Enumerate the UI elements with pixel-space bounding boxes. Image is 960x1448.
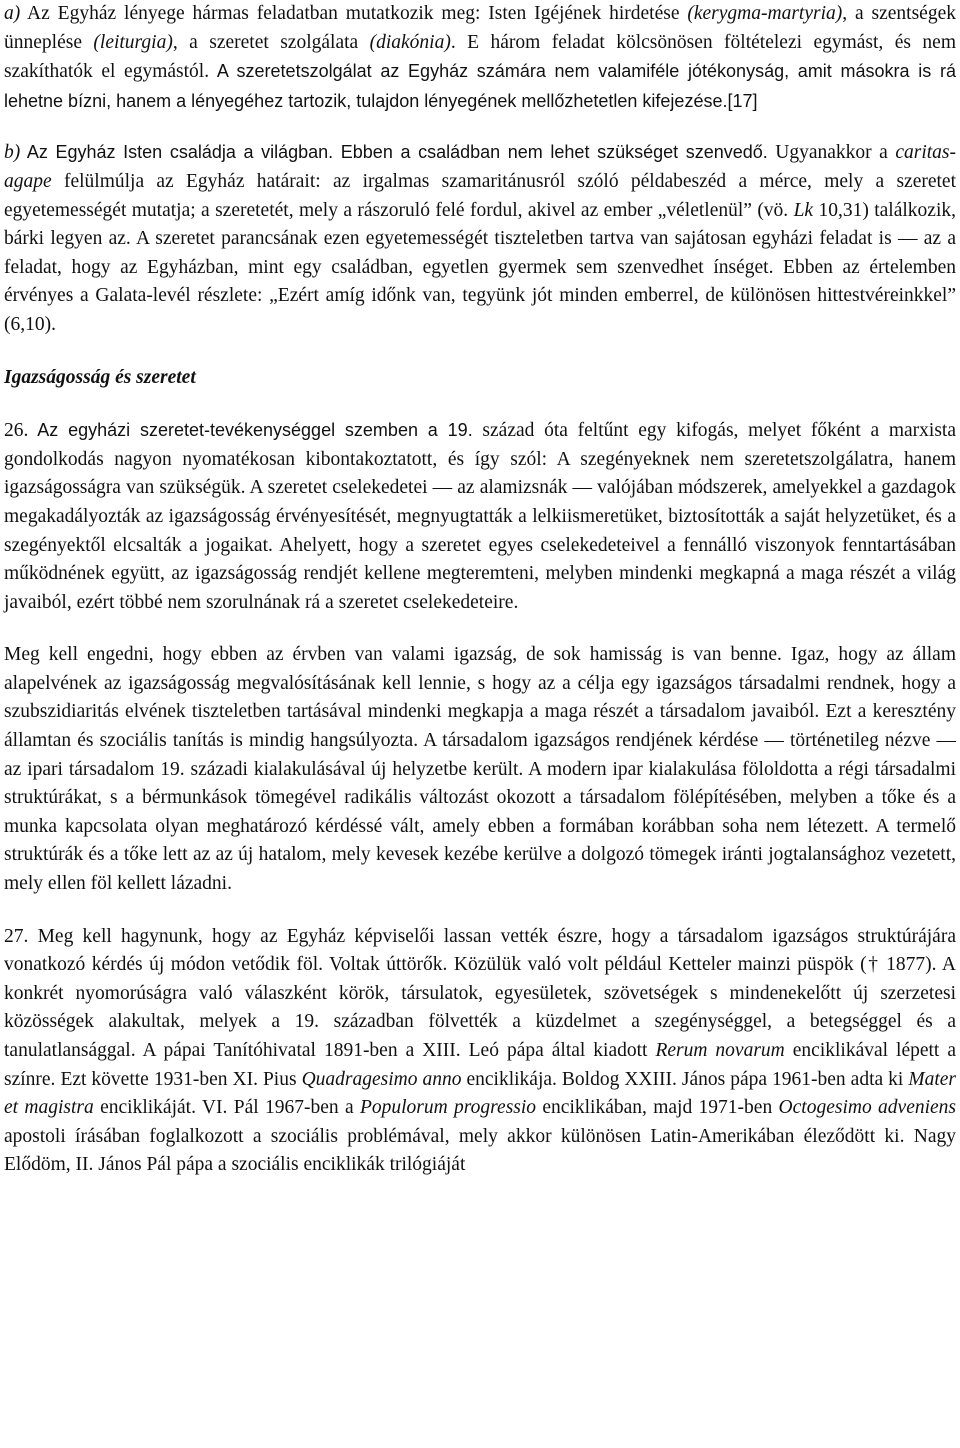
spacer [4, 617, 956, 641]
text-sans: Az Egyház Isten családja a világban. Ebben a családban nem lehet szükséget szenvedő. [20, 142, 768, 163]
text: enciklikában, majd 1971-ben [536, 1097, 779, 1119]
text: Ugyanakkor a [767, 142, 896, 164]
paragraph-b [4, 138, 956, 339]
text: Meg kell engedni, hogy ebben az érvben van valami igazság, de sok hamisság is van benne. Igaz, hogy az állam alapelvének az igazságosság megvalósításának kell lennie, s hogy az a célja egy igazságos társadalmi rendnek, hogy a szubszidiaritás elvének tiszteletben tartásával mindenki megkapja a maga részét a társadalom javaiból. Ezt a keresztény államtan és szociális tanítás is mindig hangsúlyozta. A társadalom igazságos rendjének kérdése — történetileg nézve — az ipari társadalom 19. századi kialakulásával új helyzetbe került. A modern ipar kialakulása föloldotta a régi társadalmi struktúrákat, s a bérmunkások tömegével radikális változást okozott a társadalom fölépítésében, melyben a tőke és a munka kapcsolata olyan meghatározó kérdéssé vált, amely ebben a formában korábban soha nem létezett. A termelő struktúrák és a tőke lett az az új hatalom, mely kevesek kezébe kerülve a dolgozó tömegek iránti jogtalansághoz vezetett, mely ellen föl kellett lázadni. [4, 644, 956, 895]
text-sans: A szeretetszolgálat az Egyház számára nem valamiféle jótékonyság, amit másokra is rá lehetne bízni, hanem a lényegéhez tartozik, tulajdon lényegének mellőzhetetlen kifejezése.[17] [4, 61, 956, 111]
text: . E három feladat kölcsönösen föltételezi egymást, és nem szakíthatók el egymástól. [4, 31, 956, 83]
italic-term: caritas-agape [4, 142, 956, 192]
text: század óta feltűnt egy kifogás, melyet főként a marxista gondolkodás nagyon nyomatékosan kibontakoztatott, és így szól: A szegényeknek nem szeretetszolgálatra, hanem igazságosságra van szükségük. A szeretet cselekedetei — az alamizsnák — valójában módszerek, amelyekkel a gazdagok megakadályozták az igazságosság érvényesítését, megnyugtatták a lelkiismeretüket, biztosították a saját helyzetüket, és a szegényektől elcsalták a jogaikat. Ahelyett, hogy a szeretet egyes cselekedeteivel a fennálló viszonyok fenntartásában működnének együtt, az igazságosság rendjét kellene megteremteni, melyben mindenki megkapná a maga részét a világ javaiból, ezért többé nem szorulnának rá a szeretet cselekedeteire. [4, 420, 956, 613]
text: enciklikáját. VI. Pál 1967-ben a [93, 1097, 360, 1119]
paragraph-27 [4, 923, 956, 1180]
text: apostoli írásában foglalkozott a szociális problémával, mely akkor különösen Latin-Amerikában éleződött ki. Nagy Elődöm, II. János Pál pápa a szociális enciklikák trilógiáját [4, 1125, 956, 1176]
spacer [4, 899, 956, 923]
italic-title: Rerum novarum [655, 1040, 785, 1061]
text: , a szeretet szolgálata [172, 31, 370, 53]
paragraph-argument [4, 641, 956, 898]
spacer [4, 116, 956, 138]
italic-title: Mater et magistra [4, 1068, 956, 1119]
spacer [4, 392, 956, 416]
italic-term: (kerygma-martyria) [687, 3, 843, 24]
italic-title: Quadragesimo anno [301, 1068, 462, 1090]
italic-term: Lk [793, 199, 814, 221]
text: felülmúlja az Egyház határait: az irgalmas szamaritánusról szóló példabeszéd a mérce, mely a szeretet egyetemességét mutatja; a szeretetét, mely a rászoruló felé fordul, akivel az ember „véletlenül” (vö. [4, 170, 956, 221]
italic-term: (diakónia) [369, 31, 451, 53]
italic-title: Octogesimo adveniens [778, 1097, 957, 1119]
text: , a szentségek ünneplése [4, 3, 956, 53]
label-a: a) [4, 3, 21, 24]
text: enciklikával lépett a színre. Ezt követte 1931-ben XI. Pius [4, 1040, 956, 1090]
paragraph-number: 26. [4, 420, 29, 442]
text: enciklikája. Boldog XXIII. János pápa 1961-ben adta ki [461, 1068, 909, 1090]
document-page [4, 0, 956, 1180]
italic-title: Populorum progressio [359, 1097, 537, 1119]
spacer [4, 340, 956, 364]
italic-term: (leiturgia) [93, 31, 173, 53]
text: Az Egyház lényege hármas feladatban mutatkozik meg: Isten Igéjének hirdetése [20, 3, 688, 24]
paragraph-26 [4, 416, 956, 617]
paragraph-a [4, 0, 956, 116]
section-heading: Igazságosság és szeretet [4, 366, 196, 388]
label-b: b) [4, 142, 21, 164]
text: 27. Meg kell hagynunk, hogy az Egyház képviselői lassan vették észre, hogy a társadalom igazságos struktúrájára vonatkozó kérdés új módon vetődik föl. Voltak úttörők. Közülük való volt például Ketteler mainzi püspök († 1877). A konkrét nyomorúságra való válaszként körök, társulatok, egyesületek, szövetségek s mindenekelőtt új szerzetesi közösségek alakultak, melyek a 19. században fölvették a küzdelmet a szegénységgel, a betegséggel és a tanulatlansággal. A pápai Tanítóhivatal 1891-ben a XIII. Leó pápa által kiadott [4, 925, 956, 1061]
text-sans: Az egyházi szeretet-tevékenységgel szemben a 19. [28, 420, 473, 441]
text: 10,31) találkozik, bárki legyen az. A szeretet parancsának ezen egyetemességét tiszteletben tartva van sajátosan egyházi feladat is — az a feladat, hogy az Egyházban, mint egy családban, egyetlen gyermek sem szenvedhet ínséget. Ebben az értelemben érvényes a Galata-levél részlete: „Ezért amíg időnk van, tegyünk jót minden emberrel, de különösen hittestvéreinkkel” (6,10). [4, 199, 956, 335]
